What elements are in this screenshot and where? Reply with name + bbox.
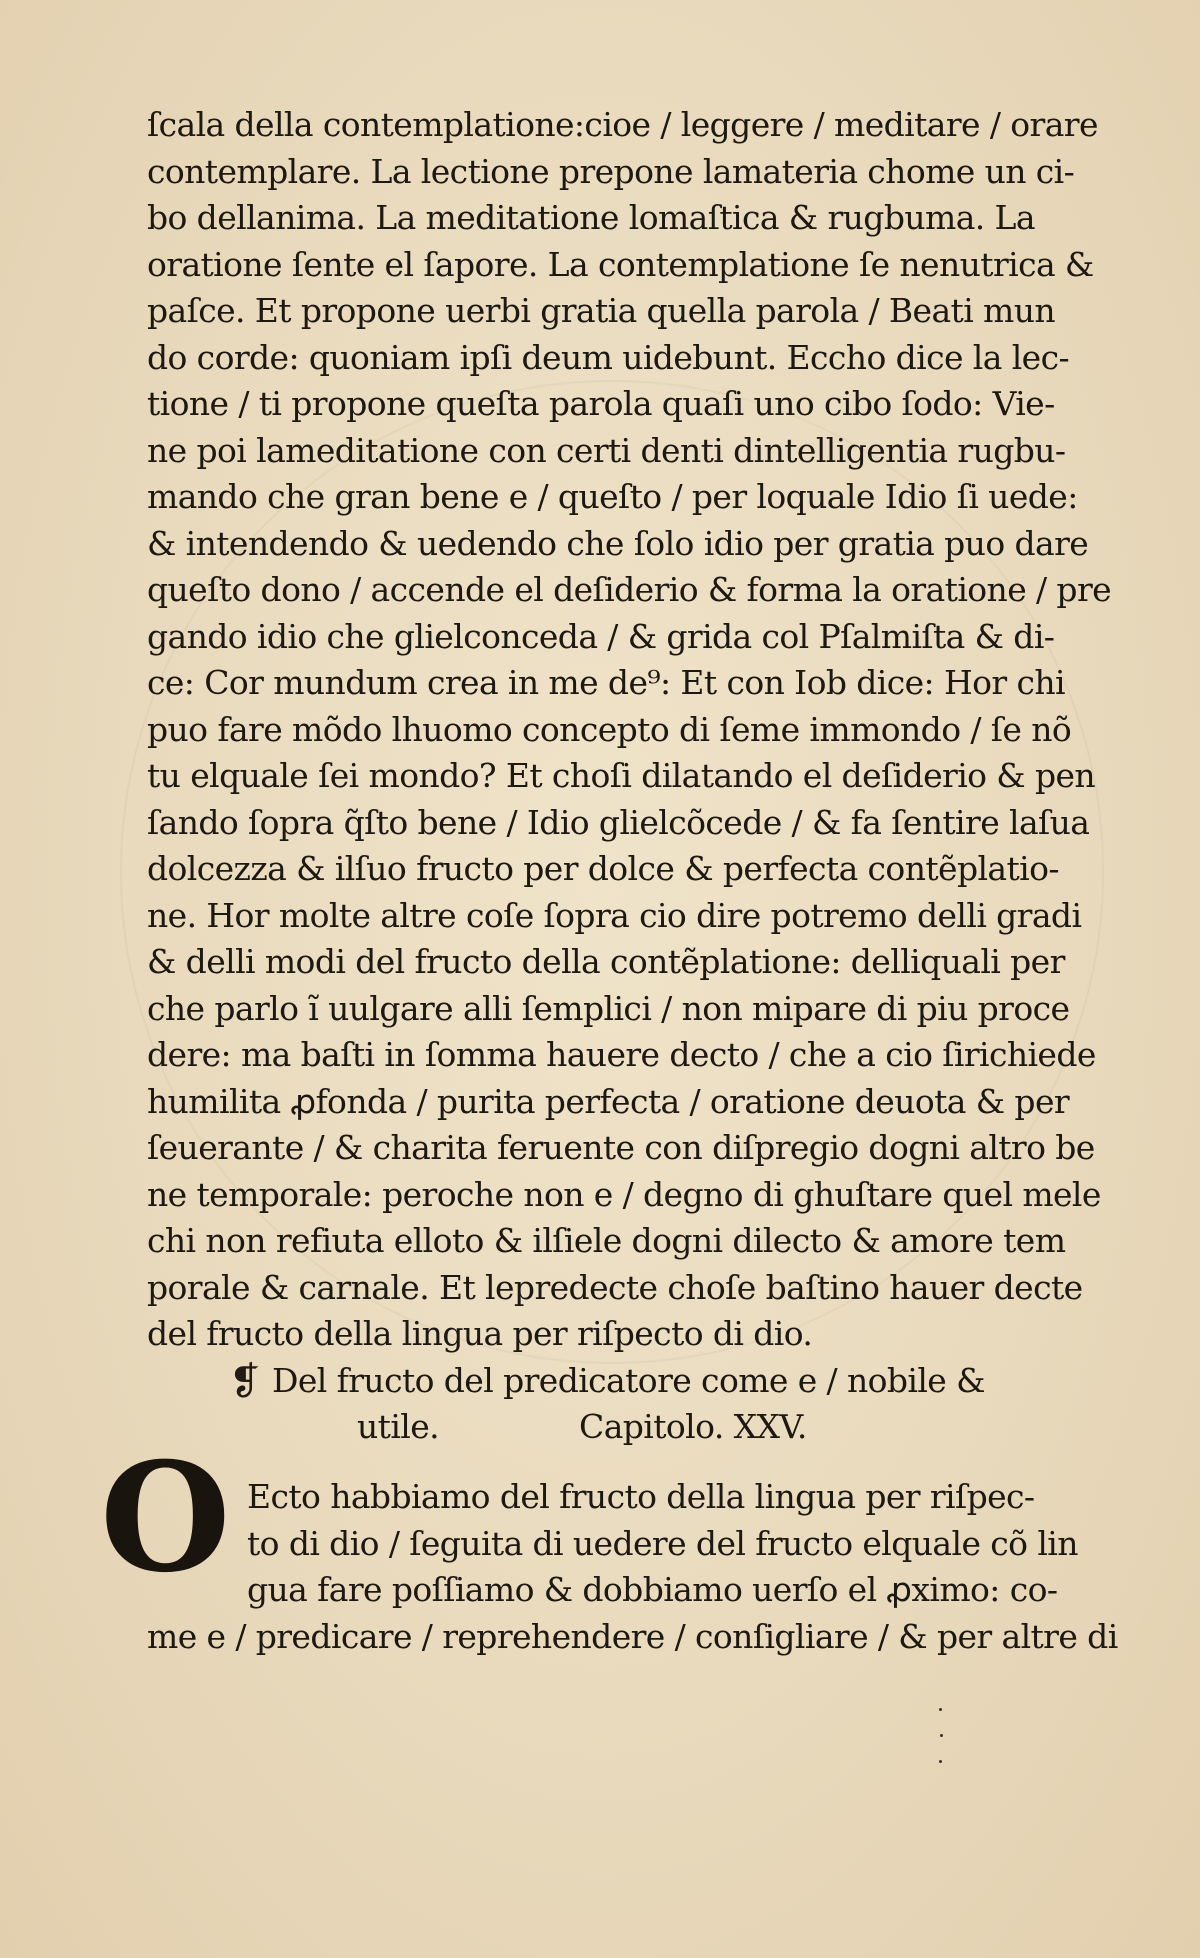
text-line: dolcezza & ilſuo fructo per dolce & perfecta contẽplatio- xyxy=(147,849,1059,888)
text-line: mando che gran bene e / queſto / per loquale Idio ſi uede: xyxy=(147,477,1078,516)
chapter-number: Capitolo. XXV. xyxy=(579,1407,807,1446)
text-line: gua fare poſſiamo & dobbiamo uerſo el ꝓximo: co- xyxy=(247,1570,1058,1609)
text-line: ne. Hor molte altre coſe ſopra cio dire potremo delli gradi xyxy=(147,895,1082,935)
text-line: tione / ti propone queſta parola quaſi uno cibo ſodo: Vie- xyxy=(147,384,1055,423)
text-line: ne poi lameditatione con certi denti dintelligentia rugbu- xyxy=(147,430,1066,470)
chapter-heading-line-1 xyxy=(147,1358,1017,1405)
text-line: gando idio che glielconceda / & grida col Pſalmiſta & di- xyxy=(147,616,1055,656)
paper-specks xyxy=(938,1708,944,1768)
chapter-heading-text: utile. xyxy=(357,1407,440,1446)
text-line: paſce. Et propone uerbi gratia quella parola / Beati mun xyxy=(147,291,1056,330)
text-line: bo dellanima. La meditatione lomaſtica & rugbuma. La xyxy=(147,198,1035,237)
text-line: dere: ma baſti in ſomma hauere decto / che a cio ſirichiede xyxy=(147,1035,1096,1074)
text-line: contemplare. La lectione prepone lamateria chome un ci- xyxy=(147,151,1075,191)
text-line: tu elquale ſei mondo? Et choſi dilatando el deſiderio & pen xyxy=(147,756,1096,795)
text-line: Ecto habbiamo del fructo della lingua per riſpec- xyxy=(247,1477,1035,1516)
text-line: humilita ꝓfonda / purita perfecta / oratione deuota & per xyxy=(147,1081,1070,1121)
text-line: chi non refiuta elloto & ilſiele dogni dilecto & amore tem xyxy=(147,1221,1066,1260)
text-line: ſcala della contemplatione:cioe / leggere / meditare / orare xyxy=(147,105,1098,144)
chapter-heading-line-2 xyxy=(147,1404,1017,1451)
drop-cap-initial: O xyxy=(100,1430,231,1606)
text-line: del fructo della lingua per riſpecto di dio. xyxy=(147,1314,813,1353)
text-line: porale & carnale. Et lepredecte choſe baſtino hauer decte xyxy=(147,1267,1083,1307)
pilcrow-icon: ❡ xyxy=(229,1358,261,1403)
chapter-heading-text: Del fructo del predicatore come e / nobile & xyxy=(272,1360,985,1400)
text-line: to di dio / ſeguita di uedere del fructo elquale cõ lin xyxy=(247,1523,1078,1563)
text-line: ſeuerante / & charita feruente con diſpregio dogni altro be xyxy=(147,1128,1095,1167)
text-line: me e / predicare / reprehendere / conſigliare / & per altre di xyxy=(147,1616,1118,1656)
text-line: ſando ſopra q̃ſto bene / Idio glielcõcede / & fa ſentire laſua xyxy=(147,802,1090,842)
text-line: ne temporale: peroche non e / degno di ghuſtare quel mele xyxy=(147,1174,1101,1214)
text-line: che parlo ĩ uulgare alli ſemplici / non mipare di piu proce xyxy=(147,988,1070,1028)
text-line: puo fare mõdo lhuomo concepto di ſeme immondo / ſe nõ xyxy=(147,709,1072,749)
main-text-block xyxy=(147,102,1112,1451)
text-line: ce: Cor mundum crea in me de⁹: Et con Iob dice: Hor chi xyxy=(147,663,1065,702)
text-line: & intendendo & uedendo che ſolo idio per gratia puo dare xyxy=(147,523,1089,563)
text-line: & delli modi del fructo della contẽplatione: delliquali per xyxy=(147,942,1065,981)
chapter-text-block xyxy=(147,1474,1118,1660)
text-line: do corde: quoniam ipſi deum uidebunt. Eccho dice la lec- xyxy=(147,337,1070,377)
text-line: oratione ſente el ſapore. La contemplatione ſe nenutrica & xyxy=(147,244,1094,284)
text-line: queſto dono / accende el deſiderio & forma la oratione / pre xyxy=(147,570,1112,609)
